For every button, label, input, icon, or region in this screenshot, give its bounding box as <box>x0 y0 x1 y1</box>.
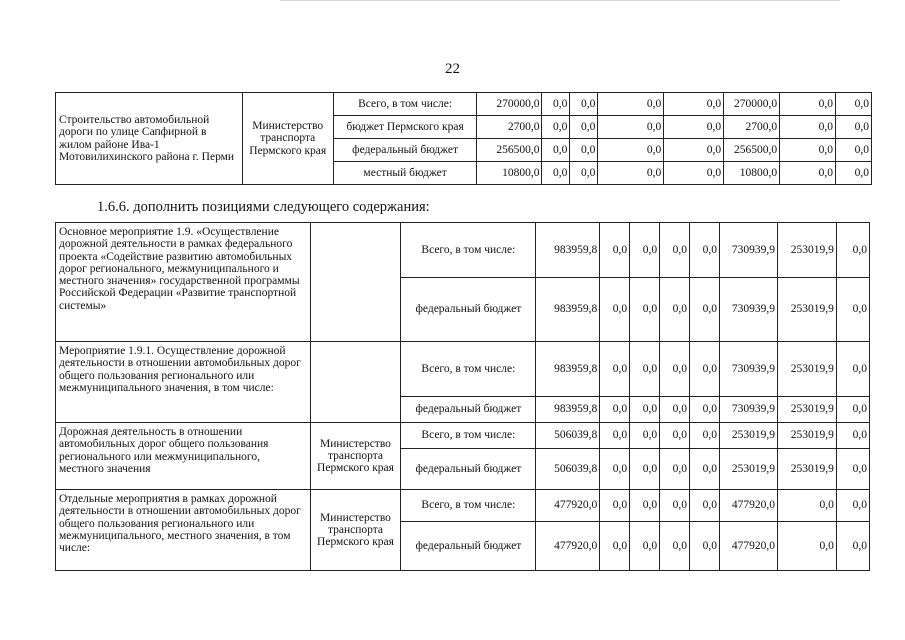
page-number: 22 <box>445 61 460 77</box>
value-cell: 253019,9 <box>777 449 836 490</box>
value-cell: 0,0 <box>660 423 690 449</box>
value-cell: 0,0 <box>836 342 869 397</box>
value-cell: 0,0 <box>690 397 720 423</box>
value-cell: 0,0 <box>660 449 690 490</box>
responsible-ministry: Министерство транспорта Пермского края <box>242 93 333 185</box>
value-cell: 0,0 <box>690 342 720 397</box>
value-cell: 0,0 <box>660 397 690 423</box>
funding-source-label: Всего, в том числе: <box>401 223 536 278</box>
value-cell: 0,0 <box>780 162 836 185</box>
table2-body <box>56 223 870 571</box>
value-cell: 0,0 <box>690 223 720 278</box>
value-cell: 2700,0 <box>724 116 780 139</box>
value-cell: 730939,9 <box>720 397 778 423</box>
table-row <box>56 93 872 116</box>
value-cell: 730939,9 <box>720 342 778 397</box>
value-cell: 0,0 <box>570 93 598 116</box>
responsible-ministry <box>310 223 401 342</box>
value-cell: 0,0 <box>835 139 871 162</box>
funding-source-label: федеральный бюджет <box>401 397 536 423</box>
value-cell: 0,0 <box>836 423 869 449</box>
value-cell: 256500,0 <box>724 139 780 162</box>
budget-table-continued <box>55 92 872 185</box>
value-cell: 0,0 <box>598 116 664 139</box>
funding-source-label: местный бюджет <box>333 162 477 185</box>
value-cell: 0,0 <box>660 278 690 342</box>
value-cell: 0,0 <box>835 93 871 116</box>
table-row <box>56 342 870 397</box>
value-cell: 0,0 <box>660 522 690 571</box>
table-row <box>56 223 870 278</box>
value-cell: 0,0 <box>664 139 724 162</box>
value-cell: 0,0 <box>598 139 664 162</box>
value-cell: 0,0 <box>836 397 869 423</box>
value-cell: 0,0 <box>780 139 836 162</box>
value-cell: 0,0 <box>630 522 660 571</box>
value-cell: 0,0 <box>630 223 660 278</box>
value-cell: 983959,8 <box>536 397 600 423</box>
value-cell: 0,0 <box>542 162 570 185</box>
value-cell: 0,0 <box>780 93 836 116</box>
value-cell: 983959,8 <box>536 278 600 342</box>
value-cell: 730939,9 <box>720 278 778 342</box>
value-cell: 477920,0 <box>720 490 778 522</box>
value-cell: 0,0 <box>836 490 869 522</box>
value-cell: 0,0 <box>542 139 570 162</box>
value-cell: 0,0 <box>777 490 836 522</box>
value-cell: 0,0 <box>690 522 720 571</box>
funding-source-label: Всего, в том числе: <box>401 423 536 449</box>
value-cell: 10800,0 <box>477 162 542 185</box>
value-cell: 0,0 <box>600 342 630 397</box>
funding-source-label: федеральный бюджет <box>401 278 536 342</box>
value-cell: 983959,8 <box>536 223 600 278</box>
funding-source-label: Всего, в том числе: <box>333 93 477 116</box>
value-cell: 0,0 <box>690 423 720 449</box>
responsible-ministry: Министерство транспорта Пермского края <box>310 490 401 571</box>
value-cell: 0,0 <box>598 93 664 116</box>
value-cell: 253019,9 <box>777 397 836 423</box>
value-cell: 506039,8 <box>536 423 600 449</box>
value-cell: 0,0 <box>836 278 869 342</box>
budget-table-new-positions <box>55 222 870 571</box>
value-cell: 256500,0 <box>477 139 542 162</box>
value-cell: 0,0 <box>570 162 598 185</box>
value-cell: 0,0 <box>600 397 630 423</box>
value-cell: 0,0 <box>600 522 630 571</box>
value-cell: 0,0 <box>836 449 869 490</box>
value-cell: 253019,9 <box>777 278 836 342</box>
value-cell: 253019,9 <box>777 423 836 449</box>
value-cell: 253019,9 <box>720 449 778 490</box>
value-cell: 983959,8 <box>536 342 600 397</box>
value-cell: 477920,0 <box>536 522 600 571</box>
value-cell: 0,0 <box>690 490 720 522</box>
value-cell: 10800,0 <box>724 162 780 185</box>
value-cell: 0,0 <box>570 139 598 162</box>
funding-source-label: федеральный бюджет <box>333 139 477 162</box>
value-cell: 270000,0 <box>724 93 780 116</box>
value-cell: 0,0 <box>835 162 871 185</box>
value-cell: 506039,8 <box>536 449 600 490</box>
value-cell: 0,0 <box>600 490 630 522</box>
value-cell: 0,0 <box>630 423 660 449</box>
value-cell: 0,0 <box>630 490 660 522</box>
measure-name: Дорожная деятельность в отношении автомобильных дорог общего пользования регионального или межмуниципального, местного значения <box>56 423 311 490</box>
value-cell: 0,0 <box>570 116 598 139</box>
value-cell: 0,0 <box>600 278 630 342</box>
table-row <box>56 490 870 522</box>
funding-source-label: федеральный бюджет <box>401 522 536 571</box>
value-cell: 0,0 <box>660 490 690 522</box>
value-cell: 253019,9 <box>777 342 836 397</box>
value-cell: 0,0 <box>664 116 724 139</box>
value-cell: 0,0 <box>542 116 570 139</box>
funding-source-label: федеральный бюджет <box>401 449 536 490</box>
value-cell: 0,0 <box>660 223 690 278</box>
value-cell: 0,0 <box>630 397 660 423</box>
value-cell: 0,0 <box>780 116 836 139</box>
table-row <box>56 423 870 449</box>
measure-name: Основное мероприятие 1.9. «Осуществление дорожной деятельности в рамках федерального проекта «Содействие развитию автомобильных дорог регионального, межмуниципального и местного значения» государственной программы Российской Федерации «Развитие транспортной системы» <box>56 223 311 342</box>
responsible-ministry: Министерство транспорта Пермского края <box>310 423 401 490</box>
funding-source-label: бюджет Пермского края <box>333 116 477 139</box>
value-cell: 0,0 <box>690 278 720 342</box>
funding-source-label: Всего, в том числе: <box>401 342 536 397</box>
value-cell: 0,0 <box>835 116 871 139</box>
value-cell: 253019,9 <box>777 223 836 278</box>
value-cell: 0,0 <box>630 449 660 490</box>
measure-name: Отдельные мероприятия в рамках дорожной деятельности в отношении автомобильных дорог общего пользования регионального или межмуниципального, местного значения, в том числе: <box>56 490 311 571</box>
funding-source-label: Всего, в том числе: <box>401 490 536 522</box>
value-cell: 0,0 <box>598 162 664 185</box>
value-cell: 0,0 <box>664 162 724 185</box>
value-cell: 0,0 <box>836 223 869 278</box>
measure-name: Строительство автомобильной дороги по улице Сапфирной в жилом районе Ива-1 Мотовилихинского района г. Перми <box>56 93 243 185</box>
responsible-ministry <box>310 342 401 423</box>
table1-body <box>56 93 872 185</box>
section-heading: 1.6.6. дополнить позициями следующего содержания: <box>97 199 430 215</box>
measure-name: Мероприятие 1.9.1. Осуществление дорожной деятельности в отношении автомобильных дорог общего пользования регионального или межмуниципального значения, в том числе: <box>56 342 311 423</box>
value-cell: 0,0 <box>690 449 720 490</box>
value-cell: 730939,9 <box>720 223 778 278</box>
value-cell: 253019,9 <box>720 423 778 449</box>
value-cell: 0,0 <box>836 522 869 571</box>
value-cell: 0,0 <box>664 93 724 116</box>
value-cell: 2700,0 <box>477 116 542 139</box>
value-cell: 477920,0 <box>536 490 600 522</box>
page-top-edge <box>280 0 840 1</box>
value-cell: 0,0 <box>777 522 836 571</box>
value-cell: 0,0 <box>600 223 630 278</box>
value-cell: 0,0 <box>600 423 630 449</box>
value-cell: 0,0 <box>542 93 570 116</box>
value-cell: 0,0 <box>660 342 690 397</box>
value-cell: 0,0 <box>630 278 660 342</box>
value-cell: 0,0 <box>600 449 630 490</box>
value-cell: 0,0 <box>630 342 660 397</box>
value-cell: 477920,0 <box>720 522 778 571</box>
value-cell: 270000,0 <box>477 93 542 116</box>
